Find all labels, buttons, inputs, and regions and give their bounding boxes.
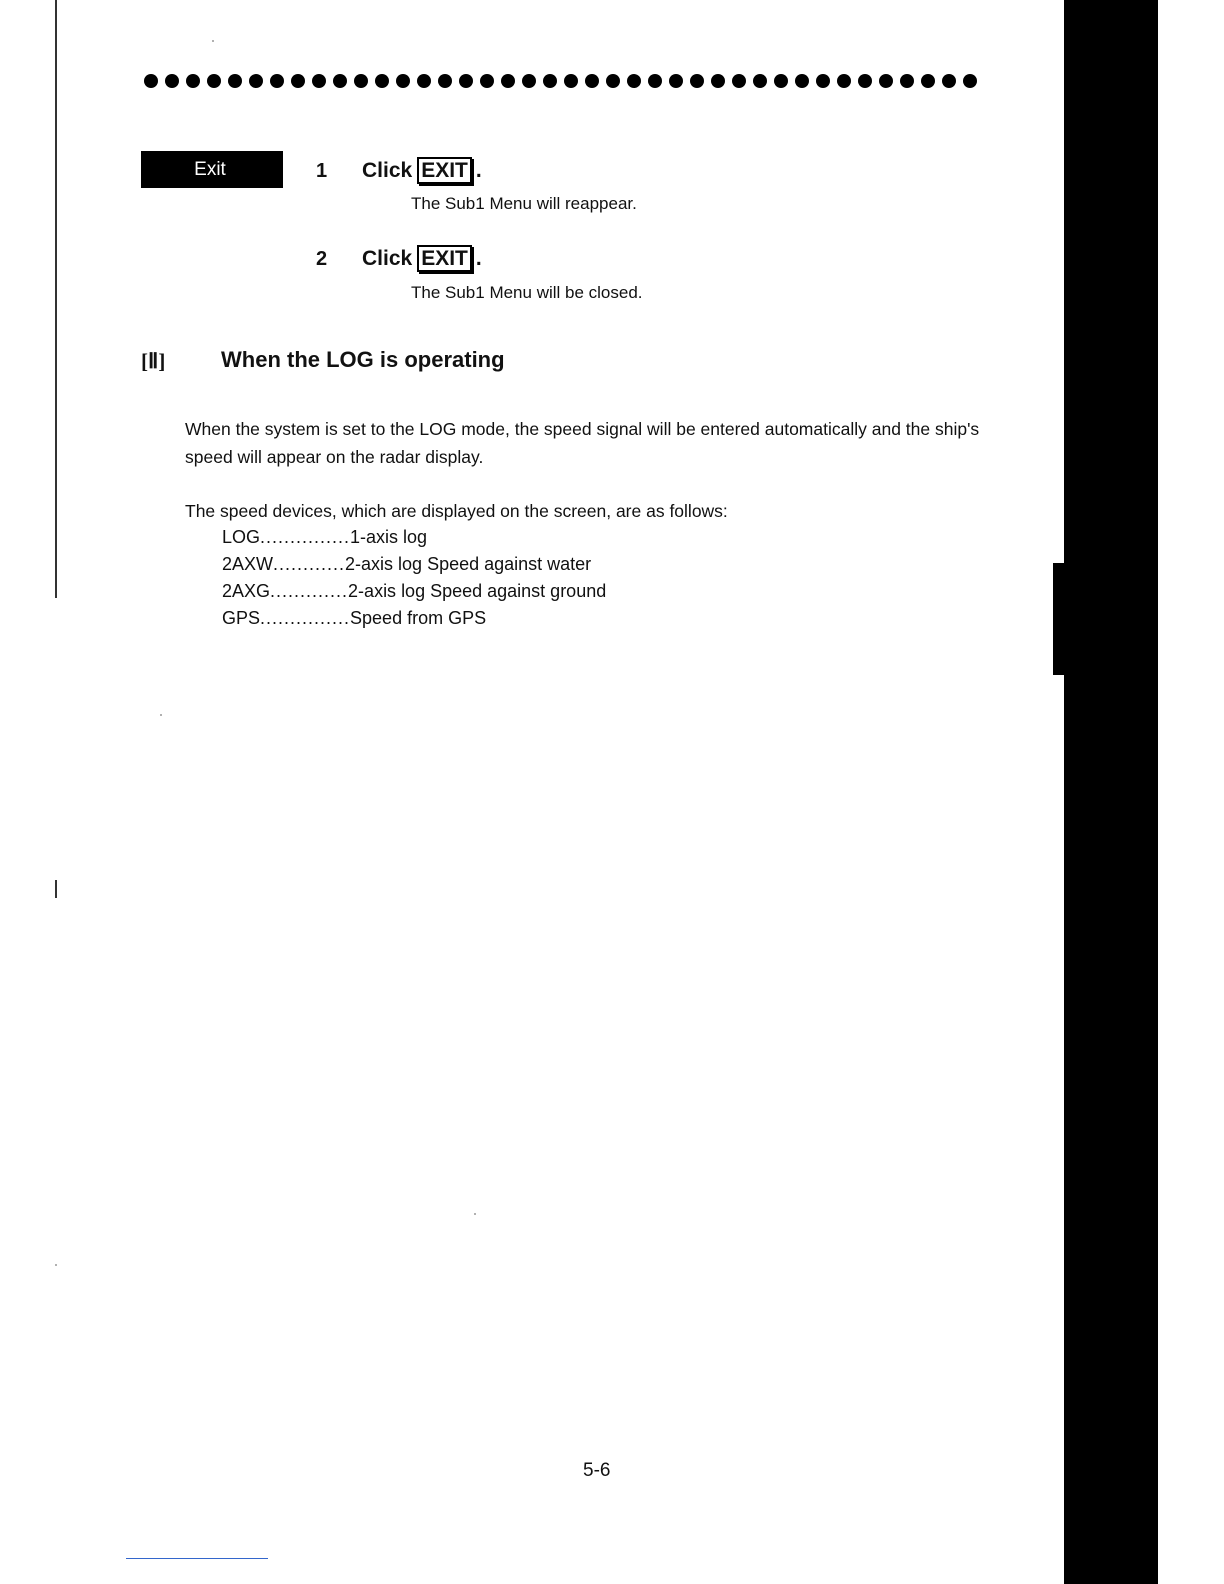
- scan-left-rule: [55, 0, 57, 598]
- scan-speck: [55, 1264, 57, 1266]
- device-list-item: [222, 554, 591, 575]
- separator-dot: [753, 74, 767, 88]
- separator-dot: [291, 74, 305, 88]
- device-list-item: [222, 527, 427, 548]
- device-list-item: [222, 581, 606, 602]
- exit-tab-label: Exit: [194, 158, 226, 180]
- section-number: [Ⅱ]: [141, 349, 166, 373]
- separator-dot: [501, 74, 515, 88]
- separator-dot: [165, 74, 179, 88]
- separator-dot: [711, 74, 725, 88]
- exit-menu-tab: [141, 151, 283, 188]
- scan-right-tab: [1053, 563, 1065, 675]
- section-title: When the LOG is operating: [221, 347, 505, 372]
- separator-dot: [396, 74, 410, 88]
- separator-dot: [858, 74, 872, 88]
- device-list-item: [222, 608, 486, 629]
- device-leader: ...............: [260, 608, 351, 628]
- paragraph-line: When the system is set to the LOG mode, the speed signal will be entered automatically and the ship's: [185, 419, 980, 439]
- separator-dot: [585, 74, 599, 88]
- device-name: 2AXW: [222, 554, 274, 574]
- separator-dot: [354, 74, 368, 88]
- separator-dot: [837, 74, 851, 88]
- separator-dot: [648, 74, 662, 88]
- separator-dot: [249, 74, 263, 88]
- separator-dot: [186, 74, 200, 88]
- separator-dot: [795, 74, 809, 88]
- separator-dot: [480, 74, 494, 88]
- separator-dot: [879, 74, 893, 88]
- separator-dot: [543, 74, 557, 88]
- separator-dot: [942, 74, 956, 88]
- scan-right-edge: [1064, 0, 1158, 1584]
- separator-dot: [921, 74, 935, 88]
- step-number: 2: [316, 248, 328, 270]
- separator-dot: [438, 74, 452, 88]
- device-leader: .............: [270, 581, 349, 601]
- separator-dot: [417, 74, 431, 88]
- step-action: Click: [362, 158, 413, 182]
- step-note: The Sub1 Menu will reappear.: [411, 194, 637, 213]
- separator-dot: [774, 74, 788, 88]
- scan-speck: [212, 40, 214, 42]
- step-instruction: [362, 157, 482, 184]
- separator-dot: [816, 74, 830, 88]
- step-note: The Sub1 Menu will be closed.: [411, 283, 643, 302]
- scan-speck: [160, 714, 162, 716]
- separator-dot: [690, 74, 704, 88]
- dotted-separator: [144, 74, 977, 88]
- paragraph: The speed devices, which are displayed on the screen, are as follows:: [185, 501, 728, 521]
- separator-dot: [333, 74, 347, 88]
- separator-dot: [144, 74, 158, 88]
- device-leader: ............: [273, 554, 346, 574]
- scan-left-tick: [55, 880, 57, 898]
- separator-dot: [270, 74, 284, 88]
- separator-dot: [669, 74, 683, 88]
- exit-key: EXIT: [417, 157, 472, 184]
- device-name: 2AXG: [222, 581, 271, 601]
- step-instruction: [362, 245, 482, 272]
- exit-key: EXIT: [417, 245, 472, 272]
- separator-dot: [564, 74, 578, 88]
- separator-dot: [900, 74, 914, 88]
- separator-dot: [375, 74, 389, 88]
- separator-dot: [627, 74, 641, 88]
- separator-dot: [606, 74, 620, 88]
- device-description: 2-axis log Speed against ground: [348, 581, 607, 601]
- step-suffix: .: [475, 158, 482, 182]
- device-name: GPS: [222, 608, 261, 628]
- scan-speck: [474, 1213, 476, 1215]
- separator-dot: [963, 74, 977, 88]
- step-suffix: .: [475, 246, 482, 270]
- device-description: Speed from GPS: [350, 608, 487, 628]
- page-number: 5-6: [583, 1460, 611, 1481]
- step-action: Click: [362, 246, 413, 270]
- step-number: 1: [316, 160, 328, 182]
- separator-dot: [207, 74, 221, 88]
- separator-dot: [312, 74, 326, 88]
- separator-dot: [228, 74, 242, 88]
- paragraph-line: speed will appear on the radar display.: [185, 447, 484, 467]
- device-leader: ...............: [260, 527, 351, 547]
- device-description: 1-axis log: [350, 527, 428, 547]
- device-name: LOG: [222, 527, 261, 547]
- scan-bottom-line: [126, 1558, 268, 1559]
- separator-dot: [459, 74, 473, 88]
- separator-dot: [522, 74, 536, 88]
- separator-dot: [732, 74, 746, 88]
- device-description: 2-axis log Speed against water: [345, 554, 592, 574]
